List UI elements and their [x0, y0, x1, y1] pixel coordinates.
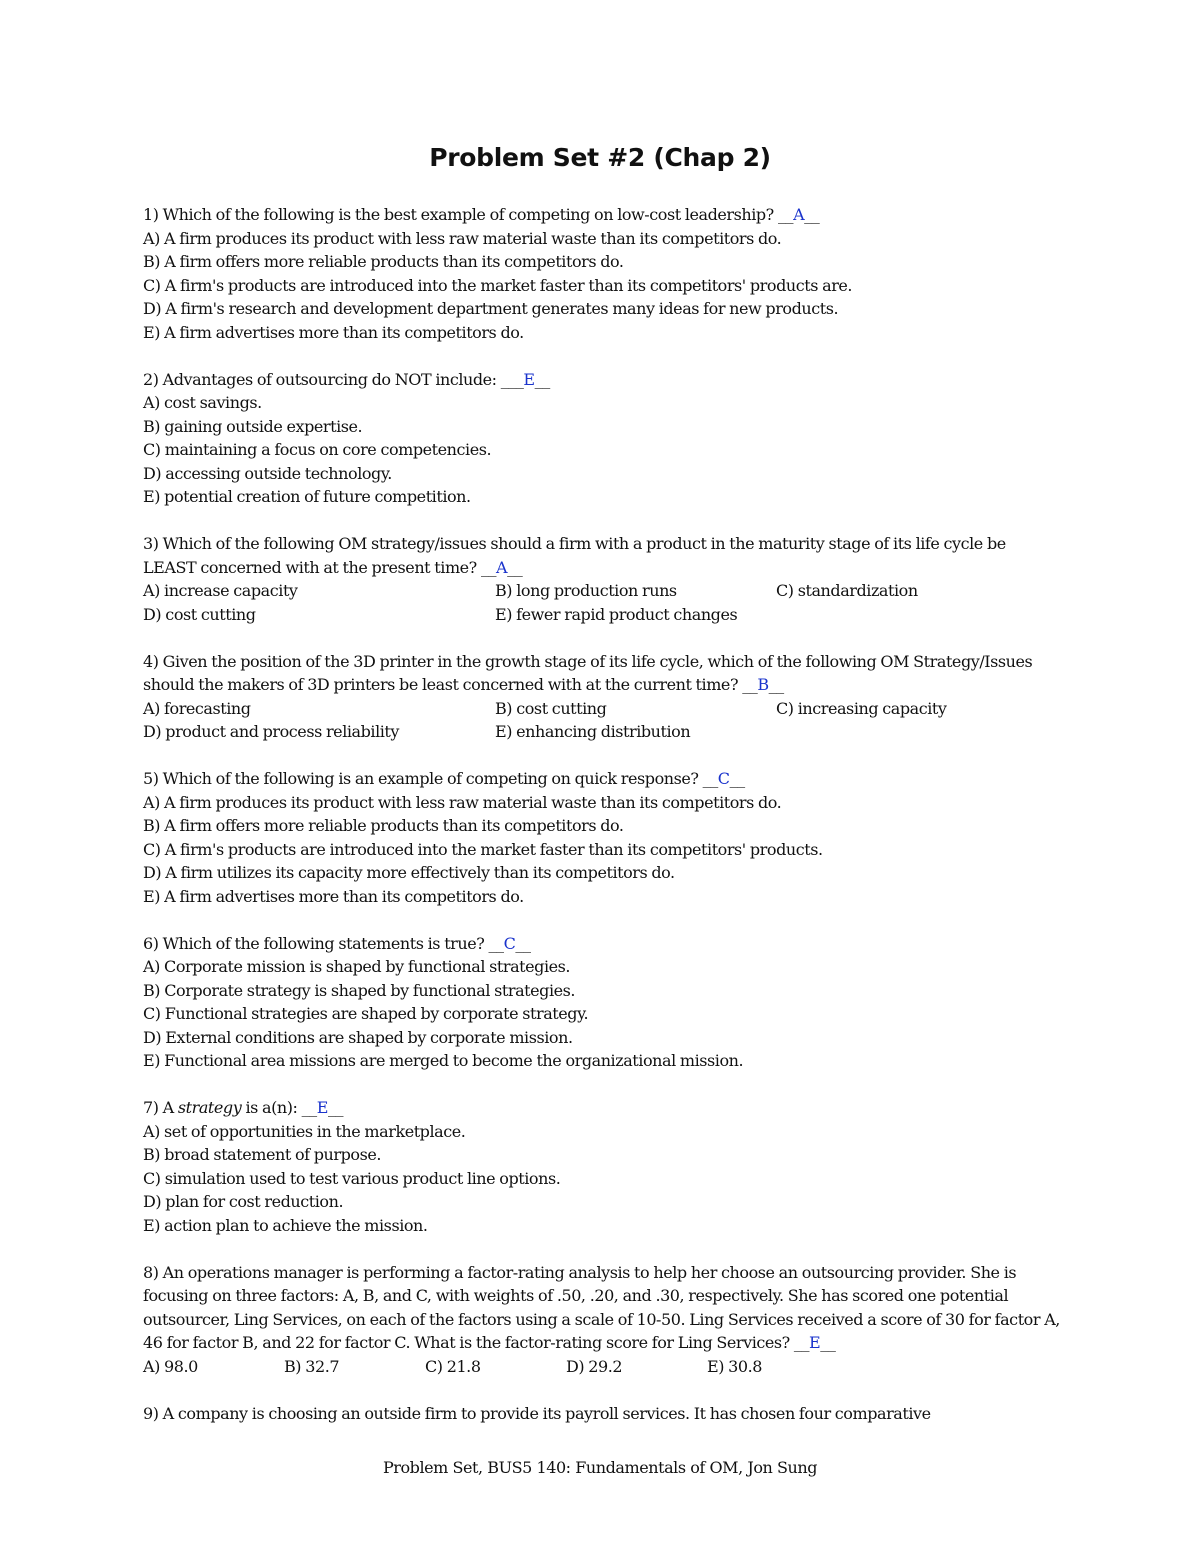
answer-blank: __: [327, 1098, 344, 1117]
stem-emphasis: strategy: [177, 1098, 242, 1117]
stem-text: 2) Advantages of outsourcing do NOT include: ___: [143, 369, 524, 389]
question-stem: [143, 532, 1063, 579]
answer-mark: A: [793, 205, 805, 224]
option: C) 21.8: [425, 1356, 481, 1376]
option: C) Functional strategies are shaped by corporate strategy.: [143, 1004, 589, 1023]
option: A) A firm produces its product with less raw material waste than its competitors do.: [143, 228, 782, 248]
stem-text: 8) An operations manager is performing a factor-rating analysis to help her choose an outsourcing provider. She is focusing on three factors: A, B, and C, with weights of .50, .20, and .30, respectively. She has scored one potential outsourcer, Ling Services, on each of the factors using a scale of 10-50. Ling Services received a score of 30 for factor A, 46 for factor B, and 22 for factor C. What is the factor-rating score for Ling Services? __: [143, 1262, 1060, 1352]
option: E) Functional area missions are merged to become the organizational mission.: [143, 1051, 744, 1070]
option: E) A firm advertises more than its competitors do.: [143, 322, 524, 342]
answer-blank: __: [534, 369, 550, 389]
answer-blank: __: [507, 557, 523, 577]
option: E) potential creation of future competition.: [143, 487, 471, 506]
option: E) fewer rapid product changes: [495, 604, 738, 624]
option: B) A firm offers more reliable products than its competitors do.: [143, 252, 624, 271]
question-3: [143, 532, 1063, 626]
question-6: [143, 932, 1063, 1073]
page-footer: Problem Set, BUS5 140: Fundamentals of OM, Jon Sung: [382, 1458, 818, 1477]
question-list: [143, 203, 1063, 1425]
answer-mark: E: [809, 1333, 821, 1352]
option-row: [143, 697, 1063, 721]
answer-mark: A: [496, 557, 508, 577]
option: D) cost cutting: [143, 604, 256, 624]
option: E) A firm advertises more than its competitors do.: [143, 886, 524, 906]
option: E) 30.8: [707, 1356, 762, 1376]
option: C) simulation used to test various product line options.: [143, 1168, 561, 1188]
option-row: [143, 720, 1063, 744]
option: A) cost savings.: [143, 393, 262, 412]
option: B) 32.7: [284, 1356, 340, 1376]
answer-blank: __: [820, 1333, 836, 1352]
option: C) standardization: [776, 581, 918, 600]
option: B) A firm offers more reliable products than its competitors do.: [143, 816, 624, 835]
question-stem: [143, 368, 1063, 392]
option: A) forecasting: [143, 698, 251, 718]
answer-blank: __: [768, 675, 784, 694]
question-stem: [143, 203, 1063, 227]
answer-mark: E: [316, 1098, 328, 1117]
question-9: [143, 1402, 1063, 1426]
option: A) 98.0: [143, 1356, 198, 1376]
stem-text: 6) Which of the following statements is true? __: [143, 933, 504, 953]
question-stem: [143, 650, 1063, 697]
option-row: [143, 603, 1063, 627]
stem-text: 9) A company is choosing an outside firm to provide its payroll services. It has chosen four comparative: [143, 1403, 931, 1423]
answer-mark: B: [757, 675, 769, 694]
option: B) broad statement of purpose.: [143, 1145, 381, 1164]
question-1: [143, 203, 1063, 344]
option: A) A firm produces its product with less raw material waste than its competitors do.: [143, 792, 782, 812]
answer-blank: __: [804, 205, 820, 224]
question-stem: [143, 1261, 1063, 1355]
answer-mark: C: [503, 933, 516, 953]
option-row: [143, 1355, 1063, 1379]
option: A) Corporate mission is shaped by functional strategies.: [143, 957, 571, 976]
option: B) long production runs: [495, 581, 677, 600]
stem-text: is a(n): __: [241, 1098, 317, 1117]
option: B) gaining outside expertise.: [143, 416, 363, 436]
option: C) increasing capacity: [776, 698, 947, 718]
option: B) cost cutting: [495, 698, 607, 718]
answer-blank: __: [729, 769, 745, 788]
option: C) A firm's products are introduced into the market faster than its competitors' products are.: [143, 275, 853, 295]
question-7: [143, 1096, 1063, 1237]
option: A) set of opportunities in the marketplace.: [143, 1121, 466, 1141]
option: D) A firm's research and development department generates many ideas for new products.: [143, 299, 839, 318]
question-8: [143, 1261, 1063, 1379]
question-4: [143, 650, 1063, 744]
option: D) accessing outside technology.: [143, 463, 392, 483]
answer-mark: E: [523, 369, 535, 389]
answer-mark: C: [717, 769, 730, 788]
option: C) maintaining a focus on core competencies.: [143, 440, 492, 459]
option: D) A firm utilizes its capacity more effectively than its competitors do.: [143, 863, 675, 882]
question-stem: [143, 1096, 1063, 1120]
option: D) External conditions are shaped by corporate mission.: [143, 1027, 573, 1047]
question-stem: [143, 932, 1063, 956]
option: A) increase capacity: [143, 581, 298, 600]
option: E) action plan to achieve the mission.: [143, 1215, 428, 1235]
option: D) plan for cost reduction.: [143, 1192, 344, 1211]
page-title: Problem Set #2 (Chap 2): [429, 143, 771, 172]
question-stem: [143, 767, 1063, 791]
stem-text: 3) Which of the following OM strategy/issues should a firm with a product in the maturity stage of its life cycle be LEAST concerned with at the present time? __: [143, 534, 1006, 577]
question-2: [143, 368, 1063, 509]
option: D) product and process reliability: [143, 722, 399, 741]
option: E) enhancing distribution: [495, 722, 691, 741]
option-row: [143, 579, 1063, 603]
question-5: [143, 767, 1063, 908]
option: C) A firm's products are introduced into the market faster than its competitors' products.: [143, 839, 823, 859]
stem-text: 5) Which of the following is an example of competing on quick response? __: [143, 769, 718, 788]
answer-blank: __: [515, 933, 531, 953]
stem-text: 4) Given the position of the 3D printer in the growth stage of its life cycle, which of the following OM Strategy/Issues should the makers of 3D printers be least concerned with at the current time? __: [143, 651, 1033, 694]
stem-text: 7) A: [143, 1098, 178, 1117]
option: B) Corporate strategy is shaped by functional strategies.: [143, 980, 576, 1000]
stem-text: 1) Which of the following is the best example of competing on low-cost leadership? __: [143, 205, 794, 224]
option: D) 29.2: [566, 1356, 623, 1376]
